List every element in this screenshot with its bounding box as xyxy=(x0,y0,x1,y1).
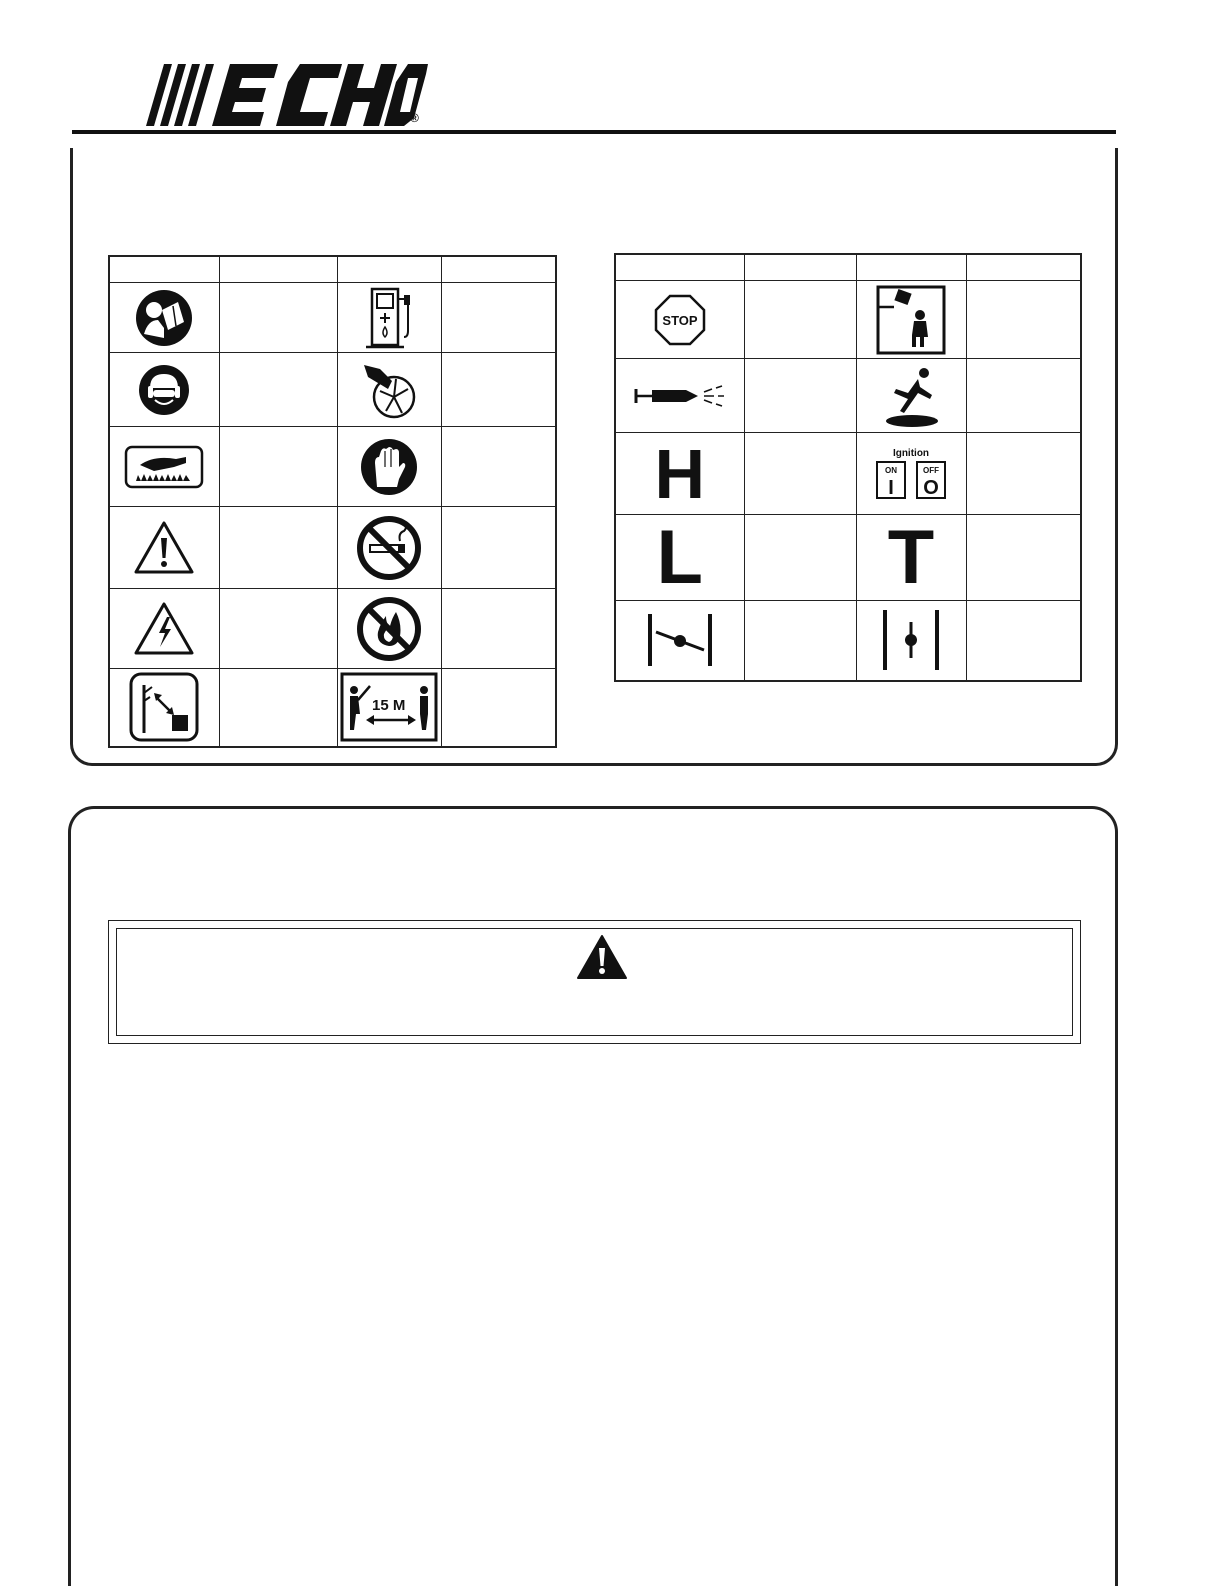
head-eye-ear-protection-icon xyxy=(138,364,190,416)
fuel-pump-icon xyxy=(360,285,418,351)
table-row xyxy=(109,669,219,747)
electric-shock-icon xyxy=(133,601,195,657)
gloves-icon xyxy=(359,437,419,497)
table-row xyxy=(615,515,744,601)
stop-sign-icon xyxy=(654,294,706,346)
column-header xyxy=(615,254,744,281)
column-header xyxy=(337,256,441,283)
symbols-table-right xyxy=(614,253,1082,682)
keep-distance-15m-icon xyxy=(340,672,438,742)
rotating-parts-hand-icon xyxy=(358,359,420,421)
column-header xyxy=(109,256,219,283)
column-header xyxy=(441,256,556,283)
table-row xyxy=(615,433,744,515)
table-row xyxy=(109,353,219,427)
warning-triangle-icon xyxy=(576,934,628,980)
column-header xyxy=(219,256,337,283)
no-open-flame-icon xyxy=(356,596,422,662)
off-label: OFF xyxy=(923,465,939,475)
header-rule xyxy=(72,130,1116,134)
choke-closed-icon xyxy=(642,610,718,670)
ignition-switch-icon xyxy=(869,446,953,502)
table-row xyxy=(615,359,744,433)
stop-label: STOP xyxy=(662,312,698,328)
off-symbol: O xyxy=(923,476,939,499)
read-manual-icon xyxy=(134,288,194,348)
symbols-table-left xyxy=(108,255,557,748)
table-row xyxy=(615,601,744,681)
hot-surface-hand-icon xyxy=(124,445,204,489)
letter-h-icon: H xyxy=(654,434,706,513)
column-header xyxy=(856,254,966,281)
letter-t-icon: T xyxy=(887,514,935,600)
table-row xyxy=(109,507,219,589)
choke-open-icon xyxy=(873,606,949,674)
on-symbol: I xyxy=(888,476,894,499)
table-row xyxy=(615,281,744,359)
falling-object-icon xyxy=(876,285,946,355)
warning-exclamation-icon xyxy=(133,520,195,576)
registered-mark: ® xyxy=(410,111,419,125)
thrown-objects-icon xyxy=(128,671,200,743)
slippery-surface-icon xyxy=(878,363,944,429)
no-smoking-icon xyxy=(356,515,422,581)
letter-l-icon: L xyxy=(656,514,703,600)
table-row xyxy=(109,283,219,353)
ignition-label: Ignition xyxy=(892,447,930,459)
column-header xyxy=(966,254,1081,281)
on-label: ON xyxy=(885,465,897,475)
column-header xyxy=(744,254,856,281)
echo-logo xyxy=(138,60,428,130)
injection-hazard-icon xyxy=(632,381,728,411)
distance-label: 15 M xyxy=(372,697,406,715)
table-row xyxy=(109,427,219,507)
table-row xyxy=(109,589,219,669)
